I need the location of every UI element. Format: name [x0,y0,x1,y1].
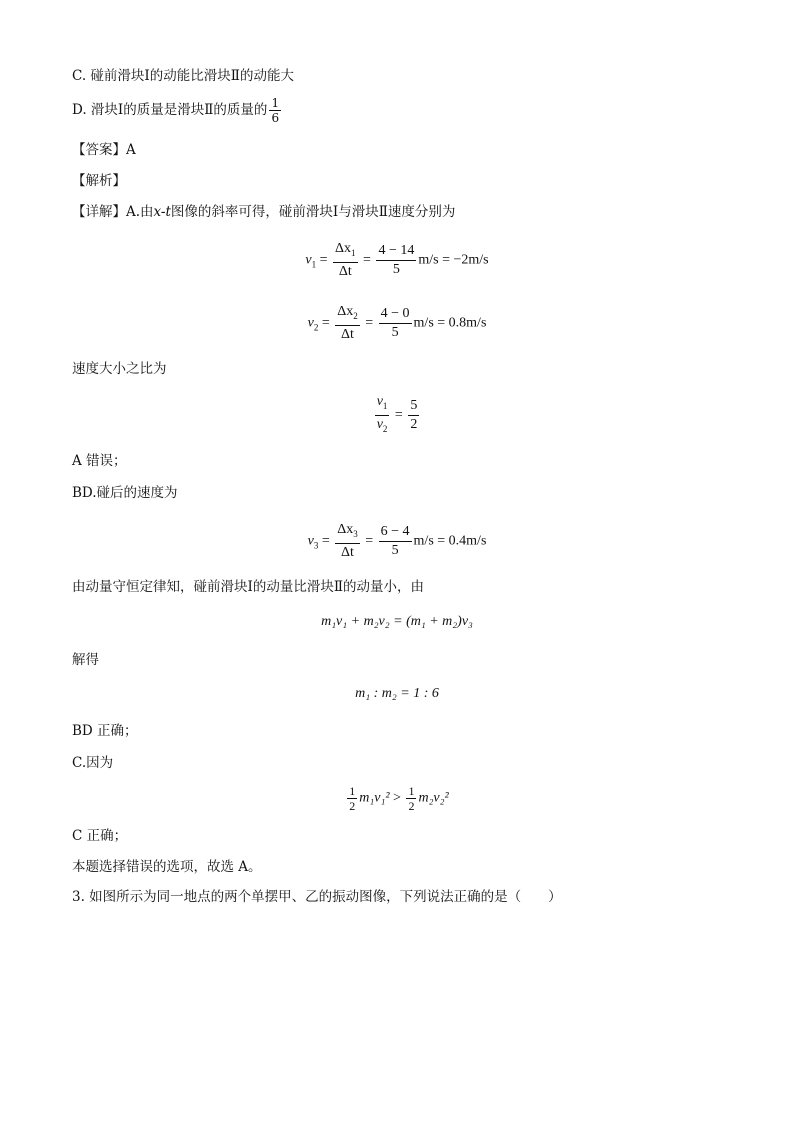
energy-half-left-num: 1 [349,784,356,798]
v3-delta-x-sub: 3 [353,528,358,539]
energy-half-right-num: 1 [408,784,415,798]
ratio-num-sub: 1 [382,400,388,411]
equation-momentum: m₁v₁ + m₂v₂ = (m₁ + m₂)v₃ [321,614,473,629]
v1-delta-x: Δx [335,241,352,256]
v1-symbol: v [305,252,312,268]
v2-value-fraction [379,305,412,342]
energy-half-right [406,784,416,813]
a-wrong: A 错误； [72,453,127,469]
v1-value-num: 4 − 14 [376,242,416,261]
bd-correct: BD 正确； [72,723,138,739]
c-because: C.因为 [72,755,114,771]
energy-operator: > [393,790,401,806]
equation-energy [0,784,794,813]
ratio-lhs-fraction [375,393,390,438]
v2-delta-t: Δt [341,326,354,342]
detail-line [72,203,455,221]
energy-left-term: m₁v₁² [359,790,390,806]
conclusion: 本题选择错误的选项，故选 A。 [72,859,262,875]
energy-right-term: m₂v₂² [418,790,449,806]
option-d [72,96,283,125]
v2-delta-x: Δx [337,304,354,319]
v2-delta-fraction [335,303,360,344]
ratio-intro: 速度大小之比为 [72,361,167,377]
v2-subscript: 2 [313,322,319,333]
option-d-fraction [269,96,281,125]
equation-v2: $v_2$ = $\frac{\Delta x_2}{\Delta t}$ = $\frac{4 - 0}{5}$ m/s = 0.8m/s [307,304,487,342]
equation-mass-ratio: m₁ : m₂ = 1 : 6 [355,686,439,701]
v3-subscript: 3 [313,540,319,551]
equation-v3: $v_3$ = $\frac{\Delta x_3}{\Delta t}$ = $\frac{6 - 4}{5}$ m/s = 0.4m/s [307,522,487,560]
v1-delta-x-sub: 1 [351,247,356,258]
v3-delta-t: Δt [341,544,354,560]
solve-label: 解得 [72,652,99,668]
v3-value-den: 5 [391,542,399,558]
v1-value-den: 5 [392,261,400,277]
option-d-denominator: 6 [271,111,280,125]
v2-value-den: 5 [391,324,399,340]
v3-value-fraction [379,523,412,560]
v2-value-num: 4 − 0 [379,305,412,324]
v3-symbol: v [307,533,314,549]
v3-delta-x: Δx [337,522,354,537]
v1-delta-fraction [333,240,358,281]
ratio-den-v: v [376,416,383,432]
detail-suffix: 图像的斜率可得，碰前滑块Ⅰ与滑块Ⅱ速度分别为 [170,204,456,220]
option-c: C. 碰前滑块Ⅰ的动能比滑块Ⅱ的动能大 [72,68,294,84]
ratio-den-sub: 2 [382,423,388,434]
c-correct: C 正确； [72,828,128,844]
v2-delta-x-sub: 2 [353,310,358,321]
question-3: 3. 如图所示为同一地点的两个单摆甲、乙的振动图像，下列说法正确的是（ ） [72,889,562,905]
ratio-rhs-den: 2 [410,416,418,432]
v2-symbol: v [307,315,314,331]
ratio-num-v: v [376,394,383,409]
option-d-numerator: 1 [271,96,280,110]
v1-value-fraction [376,242,416,279]
analysis-label: 【解析】 [72,173,126,189]
energy-half-left [347,784,357,813]
ratio-rhs-fraction [408,397,419,434]
option-d-text: D. 滑块Ⅰ的质量是滑块Ⅱ的质量的 [72,102,268,118]
energy-half-right-den: 2 [408,799,415,813]
v1-delta-t: Δt [338,263,352,279]
v1-subscript: 1 [311,259,317,270]
answer-label: 【答案】A [72,142,136,158]
v2-unit: m/s = 0.8m/s [413,315,487,331]
equation-ratio: $\frac{v_1}{v_2}$ = $\frac{5}{2}$ [0,393,794,438]
detail-prefix: 【详解】A.由 [72,204,154,220]
energy-half-left-den: 2 [349,799,356,813]
v3-value-num: 6 − 4 [379,523,412,542]
v3-unit: m/s = 0.4m/s [413,533,487,549]
ratio-rhs-num: 5 [408,397,419,416]
v1-unit: m/s = −2m/s [418,252,489,268]
v3-delta-fraction [335,521,360,562]
momentum-intro: 由动量守恒定律知，碰前滑块Ⅰ的动量比滑块Ⅱ的动量小，由 [72,579,425,595]
detail-var: x-t [153,204,171,220]
bd-intro: BD.碰后的速度为 [72,485,178,501]
equation-v1: $v_1$ = $\frac{\Delta x_1}{\Delta t}$ = $\frac{4 - 14}{5}$ m/s = −2m/s [305,241,489,279]
